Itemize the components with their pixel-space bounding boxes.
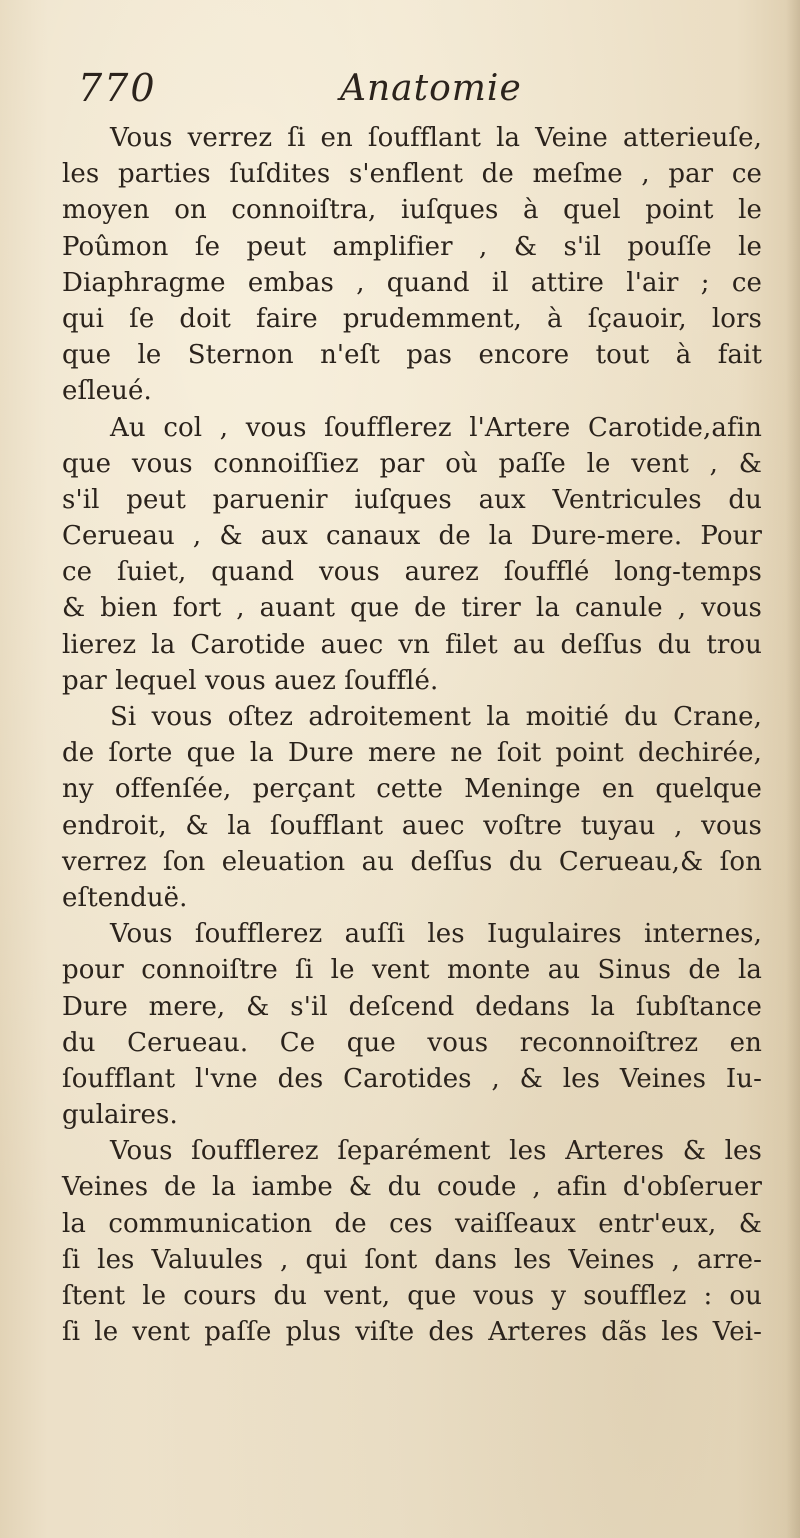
- text-line: Dure mere, & s'il deſcend dedans la ſubſtance: [62, 991, 762, 1022]
- page-number: 770: [78, 66, 157, 110]
- text-line: verrez ſon eleuation au deſſus du Cerueau,& ſon: [62, 846, 762, 877]
- text-line: gulaires.: [62, 1100, 178, 1131]
- text-line: que vous connoiſſiez par où paſſe le vent , &: [62, 448, 762, 479]
- text-line: par lequel vous auez ſoufflé.: [62, 665, 439, 696]
- text-line: ny offenſée, perçant cette Meninge en quelque: [62, 774, 762, 805]
- text-line: Au col , vous ſoufflerez l'Artere Carotide,afin: [110, 412, 762, 443]
- text-line: pour connoiſtre ſi le vent monte au Sinus de la: [62, 955, 762, 986]
- text-line: de ſorte que la Dure mere ne ſoit point dechirée,: [62, 738, 762, 769]
- text-line: que le Sternon n'eſt pas encore tout à fait: [62, 340, 762, 371]
- text-line: ſi le vent paſſe plus viſte des Arteres dãs les Vei-: [62, 1317, 762, 1348]
- text-line: qui ſe doit faire prudemment, à ſçauoir, lors: [62, 303, 762, 334]
- text-line: Cerueau , & aux canaux de la Dure-mere. Pour: [62, 521, 762, 552]
- text-line: Diaphragme embas , quand il attire l'air ; ce: [62, 267, 762, 298]
- text-line: Vous ſoufflerez auſſi les Iugulaires internes,: [110, 919, 762, 950]
- text-line: la communication de ces vaiſſeaux entr'eux, &: [62, 1208, 762, 1239]
- page-edge-shadow: [786, 0, 800, 1538]
- running-head: [70, 66, 770, 116]
- running-title: Anatomie: [340, 68, 522, 109]
- text-line: du Cerueau. Ce que vous reconnoiſtrez en: [62, 1027, 762, 1058]
- text-line: Si vous oſtez adroitement la moitié du Crane,: [110, 702, 762, 732]
- text-line: ſi les Valuules , qui ſont dans les Veines , arre-: [62, 1244, 762, 1275]
- text-line: ce ſuiet, quand vous aurez ſoufflé long-temps: [62, 557, 762, 588]
- body-text: [62, 120, 762, 1350]
- text-line: eſleué.: [62, 376, 152, 407]
- text-line: Poûmon ſe peut amplifier , & s'il pouſſe le: [62, 231, 762, 262]
- text-line: moyen on connoiſtra, iuſques à quel point le: [62, 195, 762, 226]
- text-line: s'il peut paruenir iuſques aux Ventricules du: [62, 484, 762, 515]
- text-line: & bien fort , auant que de tirer la canule , vous: [62, 593, 762, 624]
- text-line: endroit, & la ſoufflant auec voſtre tuyau , vous: [62, 810, 762, 841]
- text-line: ſtent le cours du vent, que vous y soufflez : ou: [62, 1281, 762, 1311]
- text-line: eſtenduë.: [62, 882, 188, 913]
- text-line: Vous ſoufflerez ſeparément les Arteres & les: [110, 1136, 762, 1167]
- text-line: Vous verrez ſi en ſoufflant la Veine atterieuſe,: [110, 123, 762, 153]
- text-line: les parties ſuſdites s'enflent de meſme , par ce: [62, 159, 762, 190]
- text-line: lierez la Carotide auec vn filet au deſſus du trou: [62, 629, 762, 660]
- text-line: ſoufflant l'vne des Carotides , & les Veines Iu-: [62, 1063, 762, 1094]
- text-line: Veines de la iambe & du coude , afin d'obſeruer: [62, 1172, 762, 1203]
